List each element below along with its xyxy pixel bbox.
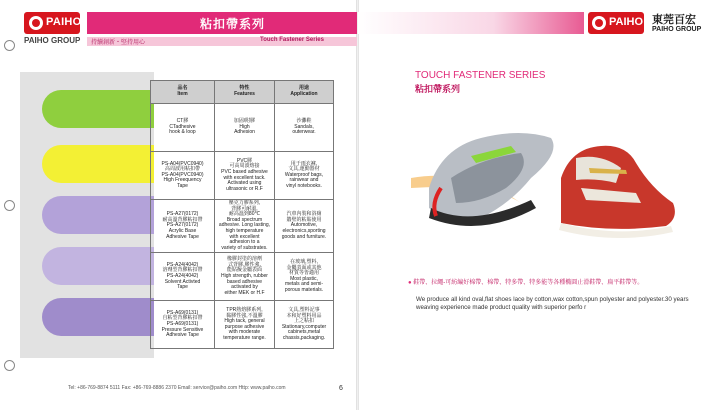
cell-line: 能貼擬金屬表面 — [226, 267, 262, 274]
cell-item — [151, 152, 215, 200]
cell-line: 自粘型背膠粘扣帶 — [162, 315, 203, 322]
header-features: 特性 Features — [215, 81, 275, 104]
cell-line: electronics,sporting — [282, 227, 326, 234]
color-swatch — [42, 196, 154, 234]
cell-line: CTadhesive — [169, 123, 196, 130]
cell-application — [275, 253, 334, 301]
cell-item — [151, 253, 215, 301]
cell-line: based adhesive — [226, 278, 263, 285]
slogan: 持續創新・堅持用心 — [91, 40, 146, 46]
cell-line: 金屬表面或其他 — [286, 264, 322, 271]
cell-line: PVC膠 — [236, 157, 253, 164]
cell-line: PS-A27(0172) — [166, 222, 199, 229]
cell-line: PVC based adhesive — [221, 168, 268, 175]
color-swatch — [42, 247, 154, 285]
cell-line: either MEK or H.F — [224, 289, 265, 296]
cell-line: Waterproof bags, — [284, 171, 324, 178]
cell-item — [151, 301, 215, 349]
cell-line: Most plastic, — [290, 275, 318, 282]
cell-line: with excellent tack. — [223, 174, 266, 181]
cell-line: Adhesion — [234, 129, 255, 136]
header-item: 品名 Item — [151, 81, 215, 104]
cell-line: vinyl notebooks. — [286, 182, 322, 189]
table-row — [151, 104, 334, 152]
cell-line: adhesion to a — [229, 239, 260, 246]
cell-line: PS-A04(PVC0940) — [161, 160, 204, 167]
cell-line: High Freequency — [163, 177, 202, 184]
cell-line: 黏膠性強,不溫膠 — [226, 312, 263, 319]
cell-line: activated by — [231, 284, 258, 291]
logo-text: PAIHO — [46, 16, 82, 28]
cell-line: 汽車內裝和浴廁 — [286, 211, 322, 218]
paiho-logo-right — [588, 12, 644, 34]
cell-line: PS-A27(0172) — [166, 211, 199, 218]
color-swatch — [42, 145, 154, 183]
cell-line: 在玻璃,塑料, — [290, 259, 318, 266]
cell-line: 牆壁的粘貼使用 — [286, 216, 322, 223]
cell-line: 用于雨衣褲, — [290, 160, 318, 167]
cell-line: goods and furniture. — [281, 233, 327, 240]
cell-line: PS-A24(4042) — [166, 261, 199, 268]
cell-line: outerwear. — [292, 129, 316, 136]
table-row — [151, 253, 334, 301]
page-title: 粘扣帶系列 — [200, 17, 266, 31]
logo-text-right: PAIHO — [609, 16, 644, 28]
table-row — [151, 301, 334, 349]
cell-line: rainwear and — [289, 177, 319, 184]
products-cn: ● 鞋帶、拉繩-可紡編好棉帶、棉帶、特多帶、特多能等各種橢圓止滑鞋帶、扁平鞋帶等。 — [408, 280, 644, 286]
cell-features — [215, 301, 275, 349]
cell-line: 耐高溫到80℃ — [228, 211, 261, 218]
cell-line: 本和好塑料用品 — [286, 312, 322, 319]
cell-features — [215, 253, 275, 301]
series-title-en: TOUCH FASTENER SERIES — [415, 70, 546, 81]
cell-features — [215, 200, 275, 253]
paiho-logo — [24, 12, 80, 34]
page-spine — [356, 0, 359, 410]
cell-item — [151, 104, 215, 152]
cell-line: metals and semi- — [284, 281, 324, 288]
cell-line: 壓克力膠系列, — [228, 200, 261, 206]
cell-line: Tape — [177, 182, 188, 189]
logo-mark-icon — [29, 16, 43, 30]
color-swatch — [42, 298, 154, 336]
cell-application — [275, 152, 334, 200]
cell-line: purpose adhesive — [224, 323, 265, 330]
shoes-photo — [411, 108, 681, 260]
cell-line: 橡膠封塗的溶劑 — [226, 256, 262, 263]
cell-line: TPR熱熔膠系列, — [226, 307, 263, 314]
cell-line: porous materials. — [284, 287, 324, 294]
cell-line: Tape — [177, 284, 188, 291]
table-row — [151, 152, 334, 200]
cell-line: Adhesive Tape — [166, 332, 199, 339]
cell-application — [275, 104, 334, 152]
cell-line: High — [239, 123, 250, 130]
cell-application — [275, 200, 334, 253]
cell-line: with moderate — [228, 329, 261, 336]
cell-line: Solvent Activted — [164, 278, 201, 285]
right-header-bar — [358, 12, 584, 34]
series-subtitle: Touch Fastener Series — [260, 37, 324, 43]
cell-line: ultrasonic or R.F — [226, 185, 263, 192]
cell-line: 高周波用粘扣帶 — [164, 166, 200, 173]
cell-line: variety of substrates. — [221, 244, 268, 251]
cell-line: Broad spectrum — [226, 216, 263, 223]
cell-line: High strength, rubber — [221, 273, 268, 280]
product-description: We produce all kind oval,flat shoes lace by cotton,wax cotton,spun polyester and polyester.30 years weaving experience made product quality with superior perfo r — [416, 296, 689, 312]
table-row — [151, 200, 334, 253]
page-number: 6 — [339, 385, 343, 392]
color-swatch — [42, 90, 154, 128]
cell-line: chassis,packaging. — [282, 335, 326, 342]
group-name-right: PAIHO GROUP — [652, 26, 702, 33]
cell-line: 耐高溫背膠粘扣帶 — [162, 216, 203, 223]
group-name: PAIHO GROUP — [24, 36, 81, 45]
cell-line: 文具,塑料記事 — [288, 307, 320, 314]
bullet-icon: ● — [408, 280, 414, 286]
cell-line: Acrylic Base — [168, 227, 197, 234]
contact-footer: Tel: +86-769-8874 5111 Fax: +86-769-8886 2370 Email: service@paiho.com Http: www.paiho.com — [68, 385, 286, 391]
cell-line: 文具,運動器材 — [288, 166, 320, 173]
cell-line: 加固/附膠 — [233, 118, 256, 125]
cell-line: high temperature — [225, 227, 264, 234]
binder-hole — [4, 200, 15, 211]
cell-line: PS-A69(0131) — [166, 309, 199, 316]
series-title-cn: 粘扣帶系列 — [415, 84, 461, 94]
cell-item — [151, 200, 215, 253]
cell-line: PS-A24(4042) — [166, 273, 199, 280]
cell-line: PS-A04(PVC0940) — [161, 171, 204, 178]
cell-line: with excellent — [229, 233, 260, 240]
cell-line: hook & loop — [169, 129, 196, 136]
cell-line: 上之粘扣 — [293, 318, 314, 325]
binder-hole — [4, 40, 15, 51]
cell-features — [215, 104, 275, 152]
cell-line: 式背膠,膠性強, — [228, 261, 261, 268]
cell-line: 溶劑型背膠粘扣帶 — [162, 267, 203, 274]
cell-line: 材質等皆適用 — [288, 270, 319, 277]
cell-line: Adhesive Tape — [166, 233, 199, 240]
header-application: 用途 Application — [275, 81, 334, 104]
cell-line: temperature range. — [223, 335, 266, 342]
brand-cn-name: 東莞百宏 — [652, 14, 696, 26]
cell-line: Automotive, — [290, 222, 318, 229]
cell-line: adhesive. Long lasting, — [218, 222, 271, 229]
binder-hole — [4, 360, 15, 371]
cell-application — [275, 301, 334, 349]
cell-line: 可高周波熔接 — [229, 163, 260, 170]
cell-line: Stationary,computer — [281, 323, 327, 330]
cell-features — [215, 152, 275, 200]
cell-line: CT膠 — [176, 118, 189, 125]
cell-line: cabinets,metal — [287, 329, 321, 336]
cell-line: 沙灘鞋 — [296, 118, 312, 125]
spec-table — [150, 80, 334, 349]
logo-mark-icon — [592, 16, 606, 30]
cell-line: 背膠可耐溫, — [231, 205, 258, 212]
cell-line: Pressure Sensitive — [161, 326, 204, 333]
cell-line: Activated using — [227, 180, 262, 187]
cell-line: High tack, general — [224, 318, 265, 325]
cell-line: PS-A69(0131) — [166, 321, 199, 328]
cell-line: Sandals, — [294, 123, 314, 130]
